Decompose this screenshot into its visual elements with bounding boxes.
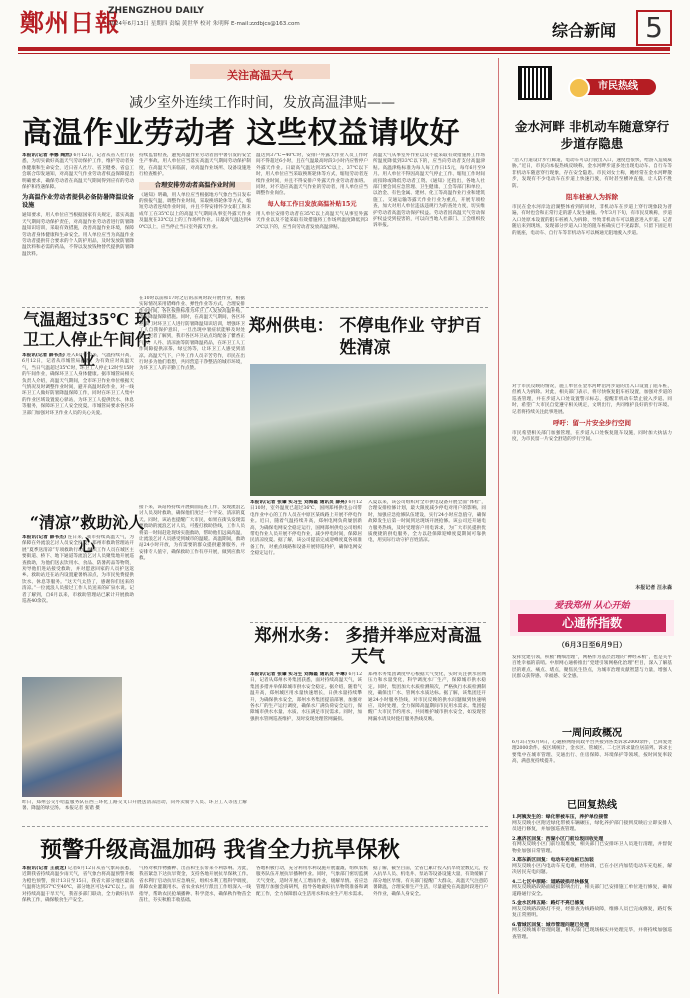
xinqing-banner: [510, 600, 674, 636]
power-body-2: 入夏以来，该公司组织对全市供电设备开展全面“体检”，合理安排检修计划，最大限度减少停电对用户的影响。同时，加强应急抢修队伍建设，实行24小时应急值守，确保故障发生后第一时间到达现场开展抢修。该公司还开通电力服务热线，及时受理客户用电诉求，为广大市民提供优质便捷的供电服务，全力以赴保障迎峰度夏期间可靠供电，用实际行动守护百姓清凉。: [368, 500, 486, 544]
hotline-tag: 市民热线: [598, 81, 638, 92]
masthead-rule: [18, 47, 670, 51]
paper-name-en: ZHENGZHOU DAILY: [108, 6, 204, 16]
paper-logo: 鄭州日報: [20, 8, 120, 37]
power-byline: 本报讯(记者 张肇 实习生 刘海霞 通讯员 薛亮): [250, 500, 347, 505]
section-name: 综合新闻: [552, 21, 617, 40]
page-number: 5: [645, 11, 663, 44]
reply-list: [512, 812, 672, 994]
bottom-body-4: 据了解，截至目前，全省已累计投入抗旱资金数亿元，投入抗旱人员、机电井、泵站等设备设施大量，有效缓解了部分地区旱情。有关部门提醒广大群众，高温天气注意防暑降温，合理安排生产生活，尽量避免在高温时段进行户外作业，确保人身安全。: [373, 866, 488, 897]
reply-item-text: 网友反映小区附近绿化带被车辆碾压，绿化养护部门接到反映后立即安排人员进行修复，并加强巡查管理。: [512, 820, 672, 832]
hotline-body-1: “沿人行道设计步行廊道，电动车可以行驶出入口，速度也很快，给游人造成威胁。”近日，市民向本报热线反映称，金水河畔步道多处出现电动车、自行车等非机动车随意穿行现象，存在安全隐患。市民刘女士称，她经常在金水河畔散步，发现有不少电动车在步道上快速行驶，有时甚至横冲直撞，让人防不胜防。 阻车桩被人为拆除 市民在金水河岸边沿湖整体看到的同时，非机动车在步道上穿行现象较为普遍，有时也会和正常行走的游人发生碰撞。今年3月下旬，有市民反映称，步道入口处原本设置的阻车桩被人为拆除，导致非机动车可以随意进入步道。记者随后来到现场，发现部分步道入口处的阻车桩确实已不见踪影，只留下固定用的底座，电动车、自行车等非机动车可以畅通无阻地驶入步道。: [512, 158, 672, 236]
water-body-1: 本报讯(记者 张肇 实习生 刘海霞 通讯员 平琳) 6月12日，记者从郑州水务集团获悉，面对持续高温天气，该集团多措并举保障城市供水安全稳定。据介绍，随着气温升高，郑州城区用水量快速增长，日供水量持续攀升，为确保供水安全，郑州水务集团提前部署，加强对各水厂的生产运行调度，确保水厂满负荷安全运行，保障城市供水水量、水质、水压满足市民需求。同时，加强供水管网巡查维护，及时发现处理管网漏损。: [250, 672, 362, 722]
hotline-reporter: 本报记者 汪永森: [635, 585, 672, 591]
main-body-col2: 持续监督检查，避免高温作业劳动者因中暑引发的安全生产事故。用人单位应当落实高温天气期间劳动保护制度，在高温天气来临前，对高温作业场所、设备设施进行检查维护。 合理安排劳动者高温作业时间 《通知》明确，用人单位应当根据地方气象台当日发布的预报气温，调整作业时间，采取换班轮休等方式，缩短劳动者连续作业时间，并且不得安排怀孕女职工和未成年工在35℃以上的高温天气期间从事室外露天作业及温度在33℃以上的工作场所作业。日最高气温达到40℃以上，应当停止当日室外露天作业。: [139, 153, 251, 230]
hotline-headline: 金水河畔 非机动车随意穿行步道存隐患: [514, 119, 670, 151]
divider-3: [22, 826, 488, 827]
reply-item[interactable]: 5.金水区纬五路：路灯不亮已修复: [512, 900, 585, 906]
divider-2: [250, 622, 486, 623]
hotline-tag-box: [580, 79, 656, 95]
xinqing-title: 心通桥指数: [561, 616, 622, 630]
xinqing-date: （6月3日至6月9日）: [557, 640, 627, 649]
issue-meta: 2024年6月13日 星期四 责编 黄世华 校对 朱明辉 E-mail:zzdbjcs@163.com: [108, 21, 300, 27]
reply-item[interactable]: 3.郑东新区回复：电动车充电桩已加装: [512, 857, 594, 863]
reply-item-text: 网友反映城市管理问题，相关部门已现场核实并处理完毕，并将持续加强巡查管理。: [512, 928, 672, 940]
xinqing-banner-text: 爱我郑州 从心开始: [554, 601, 630, 611]
water-byline: 本报讯(记者 张肇 实习生 刘海霞 通讯员 平琳): [250, 672, 347, 677]
kicker-band: [190, 64, 330, 82]
hotline-subhead-1: 阻车桩被人为拆除: [566, 193, 618, 202]
right-column-border: [498, 58, 499, 994]
power-photo: [250, 364, 486, 496]
reply-item-text: 网友反映路段路面破损影响出行，相关部门已安排施工单位进行修复，确保道路通行安全。: [512, 885, 672, 897]
masthead-rule-thin: [18, 53, 670, 54]
sanitation-byline: 本报讯(记者 薛书杰): [22, 353, 65, 358]
main-subhead-3: 每人每工作日发放高温补贴15元: [267, 200, 357, 208]
bottom-body-2: 气将对秋作物播种、出苗和生长带来不利影响。为此，我省紧急下达抗旱资金，支持各地开展抗旱保秋工作。省水利厅启动抗旱应急响应，组织水利工程科学调度，保障农业灌溉用水。省农业农村厅派出工作组深入一线指导，帮助农民抢墒播种、科学浇水，确保秋作物苗全苗壮，夯实秋粮丰收基础。: [139, 866, 251, 904]
water-body-2: 郑州水务集团调度中心根据天气变化，实时关注供水管网压力和水量变化，科学调度水厂生产，保障城市供水稳定。同时，集团加大水质检测频次，严格执行水质检测制度，确保出厂水、管网水水质达标。据了解，该集团还开通24小时服务热线，对市民反映的供水问题做到快速响应、及时处理，全力保障高温期间市民用水需求。集团提醒广大市民节约用水，共同维护城市供水安全，如发现管网漏水请及时拨打服务热线反映。: [368, 672, 486, 722]
water-headline: 郑州水务： 多措并举应对高温天气: [254, 626, 482, 667]
reply-item[interactable]: 1.阿姨发生的：绿化带被车压，养护单位接管: [512, 814, 609, 820]
sanitation-headline: 气温超过35℃ 环卫工人停止午间作业: [22, 310, 151, 369]
reply-item-text: 有网友反映小区门前垃圾堆放，相关部门已安排环卫人员进行清理，并督促物业加强日常管理。: [512, 842, 672, 854]
relief-body-1: 本报讯(记者 薛书杰) 连日来，我市持续高温天气，为保障在外流浪乞讨人员安全度夏，郑州市救助管理站开展“夏季送清凉”专项救助行动，组织工作人员在城区主要街道、桥下、地下通道等流浪乞讨人员聚集地开展巡查救助，为他们送去饮用水、食品、防暑药品等物资，劝导他们进站接受救助，并对愿意回家的人员护送返乡。救助站还在站内设置避暑纳凉点，为市民免费提供饮水、休息等服务。“这天气太热了，感谢你们送来的清凉。”一位流浪人员接过工作人员送来的矿泉水说。记者了解到，自6月以来，市救助管理站已累计开展救助巡查40余次。: [22, 535, 134, 605]
relief-headline: “清凉”救助沁人心: [29, 513, 145, 555]
power-headline: 郑州供电： 不停电作业 守护百姓清凉: [248, 316, 482, 358]
reply-title: 已回复热线: [567, 800, 617, 811]
bottom-byline: 本报讯(记者 王战龙): [22, 866, 67, 871]
masthead: [0, 0, 690, 58]
photo-caption: 昨日，郑州公交小哈蓝服务队在西三环化工路交叉口开展送清凉活动，向外卖骑手人员、环卫工人等送上解暑、降温的绿豆汤。 本报记者 张锴 摄: [22, 800, 247, 812]
power-body-1: 本报讯(记者 张肇 实习生 刘海霞 通讯员 薛亮) 6月12日10时，室外温度已超过36℃，国网郑州供电公司带电作业中心的工作人员在中原区某线路上开展不停电作业。近日，随着气温持续升高，郑州电网负荷屡创新高，为确保电网安全稳定运行，国网郑州供电公司组织带电作业人员开展不停电作业，减少停电时间，保障居民清凉度夏。据了解，该公司提前完成迎峰度夏各项准备工作，对重点线路和设备开展特巡特护，确保电网安全稳定运行。: [250, 500, 362, 557]
kicker: 关注高温天气: [227, 69, 293, 82]
bottom-body-3: 各地积极行动，充分利用水利设施开展灌溉，组织农机服务队伍开展抗旱播种作业。同时，气象部门密切监测天气变化，适时开展人工增雨作业，缓解旱情。省应急管理厅加强会商研判，指导各地做好抗旱物资准备和调配工作，全力保障群众生活用水和农业生产用水需求。: [256, 866, 368, 897]
week-title: 一周问政概况: [562, 728, 622, 739]
main-body-col1: 本报讯(记者 李娜 陶然) 6月12日，记者从省人社厅获悉，为切实做好高温天气劳动保护工作，维护劳动者身体健康和生命安全，近日省人社厅、省卫健委、省总工会联合印发通知，对高温天气作业劳动者权益保障提出明确要求，确保劳动者在高温天气期间得到应有的劳动保护和待遇保障。 为高温作业劳动者提供必备防暑降温设备设施 通知要求，用人单位应当根据国家有关规定，落实高温天气期间劳动保护责任，对高温作业劳动者进行防暑降温知识培训，采取有效措施，改善高温作业环境，保障劳动者身体健康和生命安全。用人单位应当为高温作业劳动者提供符合要求的个人防护用品，及时发放防暑降温饮料和必需的药品，不得以发放钱物替代提供防暑降温饮料。: [22, 153, 134, 257]
main-body-col4: 高温天气从事室外作业以及不能采取有效措施将工作场所温度降低到33℃以下的，应当向劳动者支付高温津贴。高温津贴标准为每人每工作日15元，每年6月至9月。用人单位不得因高温天气停止工作、缩短工作时间而扣除或降低劳动者工资。《通知》还指出，各地人社部门要会同应急管理、卫生健康、工会等部门和单位，以冶金、有色金属、建材、化工等高温作业行业和建筑施工、交通运输等露天作业行业为重点，开展专项检查，加大对用人单位违法违规行为的查处力度，切实维护劳动者高温劳动保护权益。劳动者因高温天气劳动保护权益受到侵害的，可以向当地人社部门、工会组织投诉举报。: [373, 153, 485, 229]
divider-1: [22, 307, 488, 308]
sanitation-body-2: 在10时以前和17时之后的凉爽时段开展作业，根据实际情况采用错峰作业、弹性作业等方式，合理安排作业时间，各区按照标准为环卫工人发放高温补贴，落实降温保障措施。同时，在高温天气期间，各区环卫部门对环卫工人进行防暑降温知识培训，增强环卫工人自我保护意识，一旦出现中暑症状能够及时处置。记者了解到，我市各区环卫站点均配备了藿香正气水、人丹、清凉油等防暑降温药品，在环卫工人工作间隙提供凉茶、绿豆汤等，让环卫工人感受到清凉。高温天气下，户外工作人员辛苦劳作，市民在出行时多为他们着想，共同营造干净整洁的城市环境，为环卫工人的辛勤工作点赞。: [139, 296, 245, 372]
reply-item-text: 网友反映小区内电动车充电难，经协调，已在小区内加装电动车充电桩，解决居民充电问题。: [512, 863, 672, 875]
main-byline: 本报讯(记者 李娜 陶然): [22, 153, 72, 158]
reply-item-text: 网友反映路段路灯不亮，经排查为线路故障，维修人员已完成修复，路灯恢复正常照明。: [512, 906, 672, 918]
hotline-icon: [568, 77, 590, 99]
week-body: 6月3日至6月9日，心通桥网络问政平台共接到各类诉求2000余件，已回复处理2000余件。按区域统计，金水区、管城区、二七区诉求量位居前列。诉求主要集中在城市管理、交通出行、住房保障、环境保护等领域，按时回复率较高，满意度持续提升。: [512, 740, 672, 765]
main-subtitle: 减少室外连续工作时间，发放高温津贴——: [129, 95, 395, 111]
main-body-col3: 温达到37℃~40℃时，安排户外露天作业人员工作时间不得超过6小时，且在气温最高时段3小时内应暂停户外露天作业。日最高气温达到35℃以上、37℃以下时，用人单位应当采取换班轮休等方式，缩短劳动者连续作业时间，并且不得安排户外露天作业劳动者加班。同时，对不适应高温天气作业的劳动者，用人单位应当调整作业岗位。 每人每工作日发放高温补贴15元 用人单位安排劳动者在35℃以上高温天气从事室外露天作业以及不能采取有效措施将工作场所温度降低到33℃以下的，应当向劳动者发放高温津贴。: [256, 153, 368, 230]
hotline-subhead-2: 呼吁：留一片安全步行空间: [553, 419, 631, 428]
xinqing-body: 发挥党建引领，积极“精细治理”，网格作为基层治理的“神经末梢”，也是关乎百姓幸福的前哨。中原网心通桥推出“党建引领网格化治理”栏目，深入了解基层的难点、痛点、堵点，聚焦民生热点，为城市治理贡献智慧与力量，增强人民群众获得感、幸福感、安全感。: [512, 655, 672, 680]
main-subhead-2: 合理安排劳动者高温作业时间: [139, 182, 251, 190]
qr-code: [518, 66, 552, 100]
main-subhead-1: 为高温作业劳动者提供必备防暑降温设备设施: [22, 194, 134, 210]
main-headline: 高温作业劳动者 这些权益请收好: [22, 116, 460, 151]
news-photo-relief: [22, 677, 122, 797]
hotline-body-2: 对于市民反映的情况，施工单位在金水河畔沿河步道的出入口设置了阻车桩，但被人为拆除。对此，相关部门表示，将尽快恢复阻车桩设置，加强对步道的巡查管理，并在步道入口处设置警示标志，提醒非机动车禁止驶入步道。同时，希望广大市民自觉遵守相关规定，文明出行，共同维护良好的步行环境。记者将持续关注此事进展。 呼吁：留一片安全步行空间 市民希望相关部门加强管理，在步道入口处恢复阻车设施，同时加大执法力度，为市民留一片安全舒适的步行空间。: [512, 384, 672, 443]
reply-item[interactable]: 2.惠济区回复：西湖小区门前垃圾回收处理: [512, 835, 604, 842]
sanitation-body-1: 本报讯(记者 薛书杰) 进入6月份以来，气温持续升高，6月12日，记者从市城管局获悉，为有效应对高温天气，当日气温超过35℃时，环卫工人停止12时至15时的午间作业，确保环卫工人身体健康。据市城管局相关负责人介绍，高温天气期间，全市环卫作业单位根据天气情况及时调整作业时间，避开高温时段作业，对一线环卫工人做好防暑降温保障工作，同时在环卫工人集中的作业区域设置爱心驿站，为环卫工人提供饮水、休息等服务，保障环卫工人安全度夏。市城管局要求各区环卫部门加强对环卫作业人员的关心关爱。: [22, 353, 134, 416]
page-number-box: [636, 10, 672, 46]
reply-item[interactable]: 4.二七区中原路：道路破损尽快修复: [512, 878, 589, 885]
reply-item[interactable]: 6.管城区回复：城市管理问题已处理: [512, 921, 589, 928]
bottom-body-1: 本报讯(记者 王战龙) 记者6月12日从省气象局获悉，近期我省持续高温少雨天气，省气象台将高温预警升级为橙色预警，预计13日至15日，我省大部分地区最高气温将达到37℃至40℃，部分地区可达42℃以上。面对持续高温干旱天气，我省多部门联动，全力做好抗旱保秋工作，确保粮食生产安全。: [22, 866, 134, 904]
relief-byline: 本报讯(记者 薛书杰): [22, 535, 67, 540]
xinqing-title-bar: [518, 614, 666, 632]
bottom-headline: 预警升级高温加码 我省全力抗旱保秋: [40, 837, 400, 863]
relief-body-2: 接下来，该站将持续开展街面巡查工作，发现流浪乞讨人员及时救助，确保他们度过一个平安、清凉的夏天。同时，该站也提醒广大市民，如果在街头发现需要救助的流浪乞讨人员，可拨打救助热线，工作人员将第一时间赶赴现场实施救助，帮助他们远离高温，让流浪乞讨人员感受到城市的温暖。高温期间，救助站24小时开放，为有需要的群众提供避暑服务，并安排专人值守，确保救助工作有序开展，做到应救尽救。: [139, 505, 245, 562]
